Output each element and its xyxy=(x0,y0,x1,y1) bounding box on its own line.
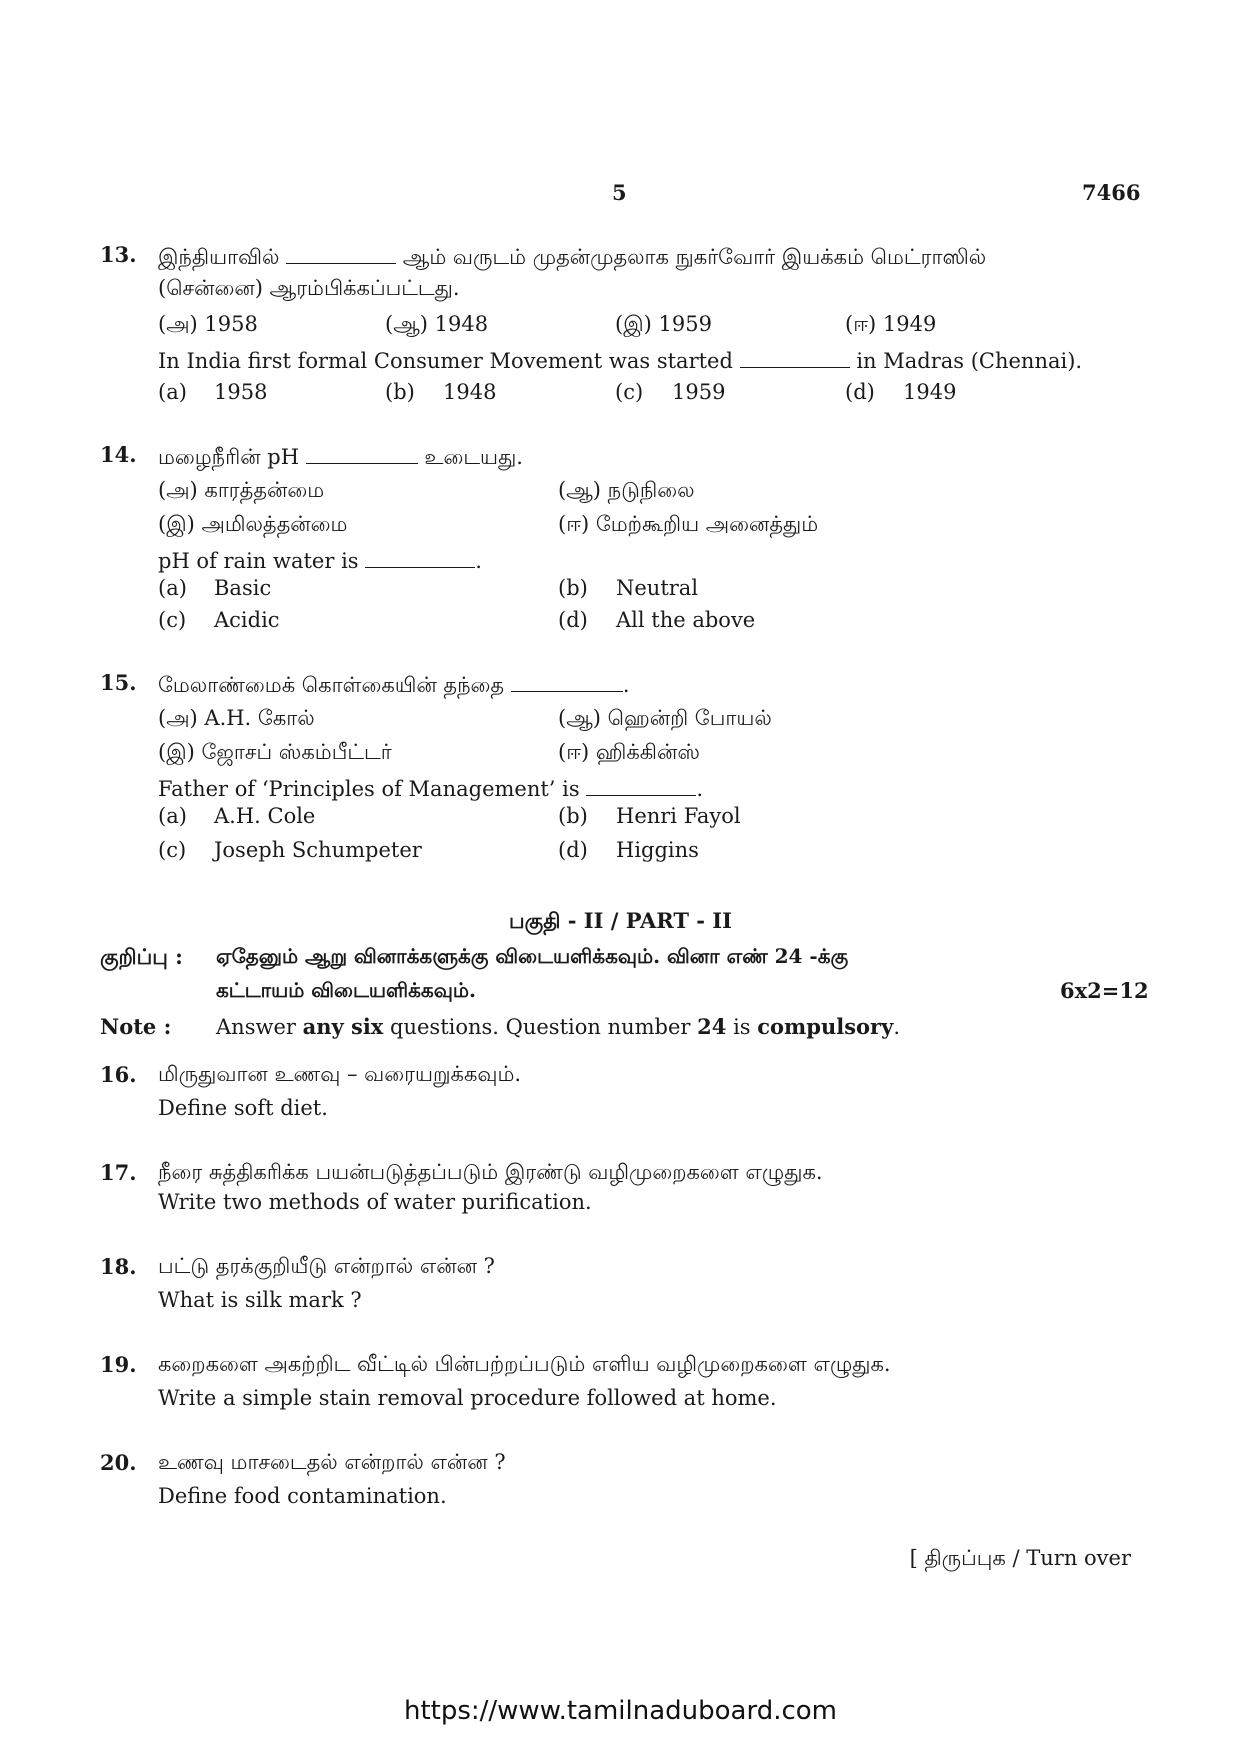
option-text: Joseph Schumpeter xyxy=(214,838,422,862)
option-letter: (c) xyxy=(158,838,187,862)
answer-blank xyxy=(586,774,696,796)
question-tamil-text xyxy=(158,670,630,700)
tamil-option-a: (அ) காரத்தன்மை xyxy=(158,478,325,502)
option-letter: (b) xyxy=(558,804,588,828)
english-text-a: pH of rain water is xyxy=(158,549,359,573)
option-text: Higgins xyxy=(616,838,699,862)
option-text: A.H. Cole xyxy=(214,804,316,828)
option-text: 1949 xyxy=(903,380,957,404)
answer-blank xyxy=(740,346,850,368)
question-tamil-text: பட்டு தரக்குறியீடு என்றால் என்ன ? xyxy=(158,1254,495,1278)
tamil-option-d: (ஈ) ஹிக்கின்ஸ் xyxy=(558,740,700,764)
english-text-a: Father of ‘Principles of Management’ is xyxy=(158,777,580,801)
option-letter: (a) xyxy=(158,380,187,404)
option-letter: (c) xyxy=(615,380,644,404)
question-number: 18. xyxy=(100,1254,137,1279)
option-text: Henri Fayol xyxy=(616,804,741,828)
question-tamil-text: மிருதுவான உணவு – வரையறுக்கவும். xyxy=(158,1062,522,1086)
note-text: is xyxy=(733,1015,751,1039)
note-tamil-line-2: கட்டாயம் விடையளிக்கவும். xyxy=(216,978,476,1002)
answer-blank xyxy=(511,670,623,692)
tamil-option-c: (இ) 1959 xyxy=(615,312,712,336)
tamil-text-a: இந்தியாவில் xyxy=(158,245,280,269)
tamil-option-d: (ஈ) மேற்கூறிய அனைத்தும் xyxy=(558,512,819,536)
question-number: 19. xyxy=(100,1352,137,1377)
tamil-option-d: (ஈ) 1949 xyxy=(845,312,937,336)
question-tamil-text: உணவு மாசடைதல் என்றால் என்ன ? xyxy=(158,1450,506,1474)
tamil-text-b: . xyxy=(622,673,630,697)
question-english-text xyxy=(158,774,703,801)
option-letter: (d) xyxy=(558,838,588,862)
option-text: All the above xyxy=(616,608,756,632)
note-text: . xyxy=(893,1015,900,1039)
tamil-option-a: (அ) A.H. கோல் xyxy=(158,706,315,730)
question-english-text: What is silk mark ? xyxy=(158,1288,362,1312)
english-text-b: . xyxy=(696,777,704,801)
question-number: 15. xyxy=(100,670,137,695)
option-letter: (b) xyxy=(385,380,415,404)
marks-allocation: 6x2=12 xyxy=(1060,978,1149,1003)
question-tamil-text-cont: (சென்னை) ஆரம்பிக்கப்பட்டது. xyxy=(158,276,460,300)
note-emphasis: compulsory xyxy=(757,1014,894,1039)
exam-code: 7466 xyxy=(1082,180,1141,205)
page-number: 5 xyxy=(612,180,627,205)
tamil-option-c: (இ) அமிலத்தன்மை xyxy=(158,512,348,536)
note-text: questions. Question number xyxy=(390,1015,691,1039)
tamil-text-b: உடையது. xyxy=(424,445,523,469)
note-emphasis: 24 xyxy=(697,1014,727,1039)
option-letter: (d) xyxy=(558,608,588,632)
note-english-text xyxy=(216,1014,900,1039)
answer-blank xyxy=(306,442,418,464)
answer-blank xyxy=(365,546,475,568)
turn-over-note: [ திருப்புக / Turn over xyxy=(909,1546,1131,1570)
question-number: 13. xyxy=(100,242,137,267)
english-text-b: in Madras (Chennai). xyxy=(856,349,1083,373)
question-tamil-text xyxy=(158,242,986,272)
note-english-label: Note : xyxy=(100,1014,172,1039)
option-text: Neutral xyxy=(616,576,699,600)
note-tamil-label: குறிப்பு : xyxy=(100,944,183,969)
option-text: Basic xyxy=(214,576,272,600)
question-english-text xyxy=(158,546,482,573)
tamil-text-b: ஆம் வருடம் முதன்முதலாக நுகர்வோர் இயக்கம் மெட்ராஸில் xyxy=(402,245,987,269)
question-number: 16. xyxy=(100,1062,137,1087)
note-tamil-line-1: ஏதேனும் ஆறு வினாக்களுக்கு விடையளிக்கவும். வினா எண் 24 -க்கு xyxy=(216,944,849,968)
tamil-text-a: மேலாண்மைக் கொள்கையின் தந்தை xyxy=(158,673,505,697)
question-english-text: Write two methods of water purification. xyxy=(158,1190,592,1214)
note-emphasis: any six xyxy=(302,1014,384,1039)
footer-url[interactable]: https://www.tamilnaduboard.com xyxy=(403,1696,838,1726)
option-letter: (a) xyxy=(158,576,187,600)
question-tamil-text: நீரை சுத்திகரிக்க பயன்படுத்தப்படும் இரண்டு வழிமுறைகளை எழுதுக. xyxy=(158,1160,823,1184)
tamil-option-b: (ஆ) ஹென்றி போயல் xyxy=(558,706,772,730)
question-tamil-text xyxy=(158,442,523,472)
tamil-option-b: (ஆ) நடுநிலை xyxy=(558,478,695,502)
option-letter: (d) xyxy=(845,380,875,404)
option-text: Acidic xyxy=(214,608,280,632)
english-text-b: . xyxy=(475,549,482,573)
question-number: 14. xyxy=(100,442,137,467)
answer-blank xyxy=(286,242,396,264)
option-text: 1959 xyxy=(672,380,726,404)
tamil-option-a: (அ) 1958 xyxy=(158,312,258,336)
note-text: Answer xyxy=(216,1015,296,1039)
option-text: 1948 xyxy=(443,380,497,404)
question-number: 20. xyxy=(100,1450,137,1475)
question-tamil-text: கறைகளை அகற்றிட வீட்டில் பின்பற்றப்படும் எளிய வழிமுறைகளை எழுதுக. xyxy=(158,1352,891,1376)
question-english-text: Write a simple stain removal procedure followed at home. xyxy=(158,1386,777,1410)
question-english-text xyxy=(158,346,1082,373)
question-english-text: Define food contamination. xyxy=(158,1484,447,1508)
tamil-option-b: (ஆ) 1948 xyxy=(385,312,489,336)
question-english-text: Define soft diet. xyxy=(158,1096,328,1120)
english-text-a: In India first formal Consumer Movement was started xyxy=(158,349,733,373)
tamil-text-a: மழைநீரின் pH xyxy=(158,445,300,469)
part-heading: பகுதி - II / PART - II xyxy=(509,908,732,933)
option-letter: (b) xyxy=(558,576,588,600)
option-text: 1958 xyxy=(214,380,268,404)
option-letter: (a) xyxy=(158,804,187,828)
question-number: 17. xyxy=(100,1160,137,1185)
tamil-option-c: (இ) ஜோசப் ஸ்கம்பீட்டர் xyxy=(158,740,392,764)
option-letter: (c) xyxy=(158,608,187,632)
